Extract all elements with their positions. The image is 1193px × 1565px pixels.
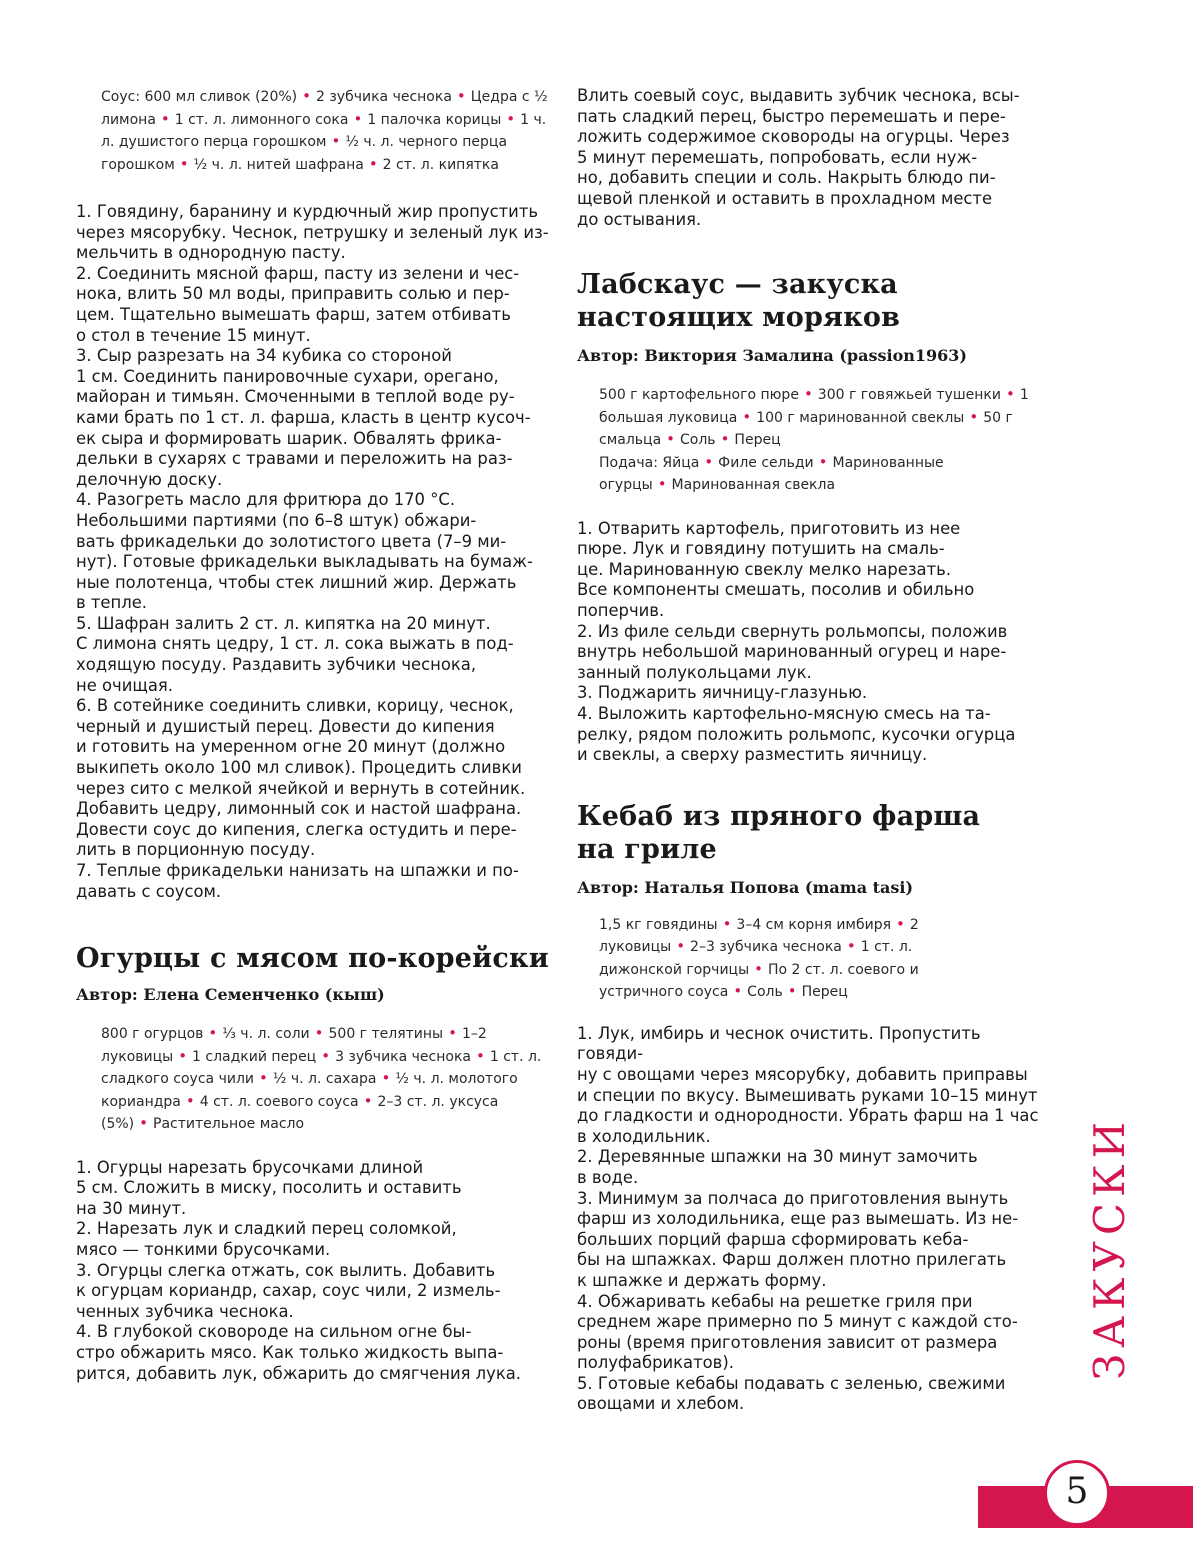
step-line: бы на шпажках. Фарш должен плотно прилегать xyxy=(577,1250,1007,1270)
step-line: ходящую посуду. Раздавить зубчики чеснока, xyxy=(76,655,477,675)
step-line: мельчить в однородную пасту. xyxy=(76,243,346,263)
ingredient-item: По 2 ст. л. соевого и устричного соуса xyxy=(599,961,919,1001)
step-line: полуфабрикатов). xyxy=(577,1353,734,1373)
bullet-icon: • xyxy=(704,452,714,471)
ingredient-item: 1 сладкий перец xyxy=(192,1048,317,1065)
bullet-icon: • xyxy=(178,1046,188,1065)
bullet-icon: • xyxy=(666,430,676,449)
bullet-icon: • xyxy=(733,982,743,1001)
recipe3-author: Автор: Виктория Замалина (passion1963) xyxy=(577,346,967,366)
step-line: овощами и хлебом. xyxy=(577,1394,745,1414)
ingredient-item: 1 большая луковица xyxy=(599,387,1029,426)
ingredient-item: 2–3 зубчика чеснока xyxy=(690,939,842,956)
left-column xyxy=(76,86,554,1384)
bullet-icon: • xyxy=(259,1069,268,1088)
bullet-icon: • xyxy=(969,407,979,426)
step-line: релку, рядом положить рольмопс, кусочки огурца xyxy=(577,724,1016,744)
step-line: но, добавить специи и соль. Накрыть блюдо пи- xyxy=(577,168,996,188)
step-line: 3. Поджарить яичницу-глазунью. xyxy=(577,683,868,703)
ingredient-item: Перец xyxy=(801,984,848,1001)
step-line: о стол в течение 15 минут. xyxy=(76,325,311,345)
ingredient-item: 1 ст. л. сладкого соуса чили xyxy=(101,1048,542,1088)
right-column xyxy=(577,86,1047,1415)
bullet-icon: • xyxy=(179,154,189,173)
step-line: и готовить на умеренном огне 20 минут (должно xyxy=(76,737,506,757)
step-line: через мясорубку. Чеснок, петрушку и зеленый лук из- xyxy=(76,222,549,242)
recipe1-steps xyxy=(76,202,554,902)
bullet-icon: • xyxy=(846,937,856,956)
step-line: Небольшими партиями (по 6–8 штук) обжари- xyxy=(76,510,477,530)
step-line: в тепле. xyxy=(76,593,147,613)
recipe3-title xyxy=(577,268,1047,334)
bullet-icon: • xyxy=(302,87,311,105)
step-line: 2. Соединить мясной фарш, пасту из зелени и чес- xyxy=(76,263,520,283)
bullet-icon: • xyxy=(160,109,170,128)
step-line: поперчив. xyxy=(577,601,665,621)
step-line: Добавить цедру, лимонный сок и настой шафрана. xyxy=(76,799,522,819)
step-line: 3. Минимум за полчаса до приготовления вынуть xyxy=(577,1188,1009,1208)
recipe2-continuation xyxy=(577,86,1047,230)
bullet-icon: • xyxy=(896,914,905,933)
serving-item: Маринованная свекла xyxy=(671,477,836,494)
step-line: ные полотенца, чтобы стек лишний жир. Держать xyxy=(76,572,517,592)
ingredient-item: 500 г телятины xyxy=(328,1026,444,1043)
step-line: стро обжарить мясо. Как только жидкость выпа- xyxy=(76,1343,504,1363)
ingredient-item: 2 ст. л. кипятка xyxy=(382,156,499,173)
ingredient-item: ½ ч. л. нитей шафрана xyxy=(193,156,364,173)
step-line: ложить содержимое сковороды на огурцы. Через xyxy=(577,127,1010,147)
step-line: рится, добавить лук, обжарить до смягчения лука. xyxy=(76,1363,522,1383)
bullet-icon: • xyxy=(139,1114,148,1133)
bullet-icon: • xyxy=(185,1091,195,1110)
ingredient-item: Растительное масло xyxy=(153,1116,305,1133)
step-line: ченных зубчика чеснока. xyxy=(76,1301,294,1321)
step-line: к огурцам кориандр, сахар, соус чили, 2 измель- xyxy=(76,1281,501,1301)
ingredient-item: 1–2 луковицы xyxy=(101,1026,487,1065)
step-line: 1 см. Соединить панировочные сухари, орегано, xyxy=(76,366,499,386)
bullet-icon: • xyxy=(363,1091,373,1110)
bullet-icon: • xyxy=(787,982,797,1001)
step-line: 1. Лук, имбирь и чеснок очистить. Пропустить говяди- xyxy=(577,1023,981,1064)
ingredient-item: 300 г говяжьей тушенки xyxy=(817,387,1001,404)
step-line: пюре. Лук и говядину потушить на смаль- xyxy=(577,539,945,559)
step-line: це. Маринованную свеклу мелко нарезать. xyxy=(577,559,952,579)
step-line: Довести соус до кипения, слегка остудить и пере- xyxy=(76,819,517,839)
step-line: С лимона снять цедру, 1 ст. л. сока выжать в под- xyxy=(76,634,514,654)
step-line: щевой пленкой и оставить в прохладном месте xyxy=(577,188,993,208)
bullet-icon: • xyxy=(321,1046,331,1065)
step-line: и специи по вкусу. Вымешивать руками 10–15 минут xyxy=(577,1085,1038,1105)
ingredient-item: 1 палочка корицы xyxy=(367,111,502,128)
step-line: 1. Отварить картофель, приготовить из нее xyxy=(577,518,961,538)
step-line: и свеклы, а сверху разместить яичницу. xyxy=(577,745,928,765)
ingredient-item: 2–3 ст. л. уксуса (5%) xyxy=(101,1093,499,1133)
step-line: 1. Огурцы нарезать брусочками длиной xyxy=(76,1157,424,1177)
sauce-ingredients xyxy=(101,86,551,176)
ingredient-item: 2 зубчика чеснока xyxy=(316,89,452,105)
step-line: 3. Огурцы слегка отжать, сок вылить. Добавить xyxy=(76,1260,496,1280)
step-line: дельки в сухарях с травами и переложить на раз- xyxy=(76,449,513,469)
bullet-icon: • xyxy=(754,959,763,978)
bullet-icon: • xyxy=(803,385,813,404)
bullet-icon: • xyxy=(476,1046,485,1065)
page-number: 5 xyxy=(1044,1460,1110,1526)
bullet-icon: • xyxy=(506,109,516,128)
ingredient-item: ⅓ ч. л. соли xyxy=(222,1026,310,1043)
step-line: ками брать по 1 ст. л. фарша, класть в центр кусоч- xyxy=(76,407,531,427)
bullet-icon: • xyxy=(448,1024,457,1043)
step-line: 7. Теплые фрикадельки нанизать на шпажки и по- xyxy=(76,861,519,880)
step-line: 4. Выложить картофельно-мясную смесь на та- xyxy=(577,704,991,723)
serving-item: Филе сельди xyxy=(718,454,814,471)
ingredient-item: 800 г огурцов xyxy=(101,1026,204,1043)
step-line: 4. Разогреть масло для фритюра до 170 °С. xyxy=(76,490,456,510)
ingredient-item: 50 г смальца xyxy=(599,409,1013,449)
ingredient-item: ½ ч. л. молотого кориандра xyxy=(101,1071,518,1110)
step-line: занный полукольцами лук. xyxy=(577,662,812,682)
recipe4-title-line1: Кебаб из пряного фарша xyxy=(577,800,981,832)
ingredient-item: Соль xyxy=(747,984,783,1001)
recipe4-ingredients xyxy=(599,914,999,1004)
step-line: до остывания. xyxy=(577,209,702,229)
step-line: на 30 минут. xyxy=(76,1198,187,1218)
step-line: через сито с мелкой ячейкой и вернуть в сотейник. xyxy=(76,778,526,798)
bullet-icon: • xyxy=(331,132,341,150)
bullet-icon: • xyxy=(368,154,378,173)
recipe4-title xyxy=(577,800,1047,866)
bullet-icon: • xyxy=(381,1069,391,1088)
ingredient-item: 1 ч. л. душистого перца горошком xyxy=(101,111,547,150)
ingredient-item: 1 ст. л. лимонного сока xyxy=(174,111,349,128)
bullet-icon: • xyxy=(353,109,363,128)
ingredient-item: 1,5 кг говядины xyxy=(599,916,718,933)
recipe3-title-line2: настоящих моряков xyxy=(577,302,901,334)
bullet-icon: • xyxy=(720,430,730,449)
ingredient-item: ½ ч. л. сахара xyxy=(272,1071,377,1088)
recipe2-title: Огурцы с мясом по-корейски xyxy=(76,943,549,975)
section-label: ЗАКУСКИ xyxy=(1085,1115,1134,1380)
step-line: делочную доску. xyxy=(76,469,223,489)
recipe4-steps xyxy=(577,1024,1047,1415)
step-line: в холодильник. xyxy=(577,1126,711,1146)
step-line: внутрь небольшой маринованный огурец и наре- xyxy=(577,642,1007,662)
step-line: среднем жаре примерно по 5 минут с каждой сто- xyxy=(577,1312,1018,1332)
step-line: фарш из холодильника, еще раз вымешать. Из не- xyxy=(577,1209,1019,1229)
step-line: давать с соусом. xyxy=(76,881,222,901)
step-line: в воде. xyxy=(577,1167,639,1187)
step-line: 5. Шафран залить 2 ст. л. кипятка на 20 минут. xyxy=(76,613,491,633)
ingredient-item: Цедра с ½ лимона xyxy=(101,89,548,128)
step-line: ну с овощами через мясорубку, добавить приправы xyxy=(577,1064,1028,1084)
step-line: 5 см. Сложить в миску, посолить и оставить xyxy=(76,1178,462,1198)
step-line: 5. Готовые кебабы подавать с зеленью, свежими xyxy=(577,1373,1006,1393)
bullet-icon: • xyxy=(676,937,686,956)
step-line: Влить соевый соус, выдавить зубчик чеснока, всы- xyxy=(577,86,1020,105)
step-line: 5 минут перемешать, попробовать, если нуж- xyxy=(577,147,978,167)
step-line: 2. Из филе сельди свернуть рольмопсы, положив xyxy=(577,621,1008,641)
recipe2-ingredients xyxy=(101,1023,546,1136)
bullet-icon: • xyxy=(456,87,466,105)
bullet-icon: • xyxy=(657,475,667,494)
bullet-icon: • xyxy=(314,1024,324,1043)
step-line: нока, влить 50 мл воды, приправить солью и пер- xyxy=(76,284,510,304)
step-line: 2. Деревянные шпажки на 30 минут замочить xyxy=(577,1147,978,1167)
ingredient-item: 3 зубчика чеснока xyxy=(335,1048,471,1065)
ingredient-item: Перец xyxy=(734,432,781,449)
ingredient-item: 4 ст. л. соевого соуса xyxy=(199,1093,359,1110)
step-line: цем. Тщательно вымешать фарш, затем отбивать xyxy=(76,304,511,324)
step-line: Все компоненты смешать, посолив и обильно xyxy=(577,580,975,600)
step-line: к шпажке и держать форму. xyxy=(577,1270,827,1290)
step-line: нут). Готовые фрикадельки выкладывать на бумаж- xyxy=(76,552,533,572)
step-line: ек сыра и формировать шарик. Обвалять фрика- xyxy=(76,428,502,448)
step-line: черный и душистый перец. Довести до кипения xyxy=(76,716,495,736)
step-line: не очищая. xyxy=(76,675,173,695)
bullet-icon: • xyxy=(722,914,732,933)
ingredient-item: ½ ч. л. черного перца горошком xyxy=(101,134,508,173)
step-line: 6. В сотейнике соединить сливки, корицу, чеснок, xyxy=(76,696,514,716)
recipe3-steps xyxy=(577,519,1047,766)
step-line: роны (время приготовления зависит от размера xyxy=(577,1332,998,1352)
step-line: 2. Нарезать лук и сладкий перец соломкой, xyxy=(76,1219,457,1239)
ingredient-item: 1 ст. л. дижонской горчицы xyxy=(599,939,913,978)
bullet-icon: • xyxy=(742,407,752,426)
ingredient-item: 100 г маринованной свеклы xyxy=(756,409,965,426)
ingredient-item: Соль xyxy=(680,432,716,449)
recipe2-author: Автор: Елена Семенченко (кыш) xyxy=(76,985,385,1005)
ingredient-item: 500 г картофельного пюре xyxy=(599,387,799,404)
recipe4-title-line2: на гриле xyxy=(577,833,717,865)
recipe3-title-line1: Лабскаус — закуска xyxy=(577,269,898,301)
bullet-icon: • xyxy=(1005,385,1015,404)
bullet-icon: • xyxy=(818,452,828,471)
step-line: выкипеть около 100 мл сливок). Процедить сливки xyxy=(76,758,522,778)
step-line: 4. Обжаривать кебабы на решетке гриля при xyxy=(577,1291,973,1311)
step-line: 3. Сыр разрезать на 34 кубика со стороной xyxy=(76,346,452,366)
serving-item: Подача: Яйца xyxy=(599,454,700,471)
step-line: пать сладкий перец, быстро перемешать и пере- xyxy=(577,106,1006,126)
step-line: больших порций фарша сформировать кеба- xyxy=(577,1229,969,1249)
bullet-icon: • xyxy=(208,1024,218,1043)
step-line: 4. В глубокой сковороде на сильном огне бы- xyxy=(76,1322,472,1342)
step-line: мясо — тонкими брусочками. xyxy=(76,1240,331,1260)
step-line: 1. Говядину, баранину и курдючный жир пропустить xyxy=(76,202,539,221)
step-line: до гладкости и однородности. Убрать фарш на 1 час xyxy=(577,1106,1039,1126)
recipe4-author: Автор: Наталья Попова (mama tasi) xyxy=(577,877,914,897)
ingredient-item: 3–4 см корня имбиря xyxy=(736,916,892,933)
step-line: майоран и тимьян. Смоченными в теплой воде ру- xyxy=(76,387,515,407)
recipe3-ingredients xyxy=(599,384,1039,497)
ingredient-item: Соус: 600 мл сливок (20%) xyxy=(101,89,298,105)
step-line: вать фрикадельки до золотистого цвета (7–9 ми- xyxy=(76,531,507,551)
ingredient-item: 2 луковицы xyxy=(599,916,919,956)
recipe2-steps xyxy=(76,1158,554,1385)
serving-item: Маринованные огурцы xyxy=(599,454,944,494)
step-line: лить в порционную посуду. xyxy=(76,840,316,860)
